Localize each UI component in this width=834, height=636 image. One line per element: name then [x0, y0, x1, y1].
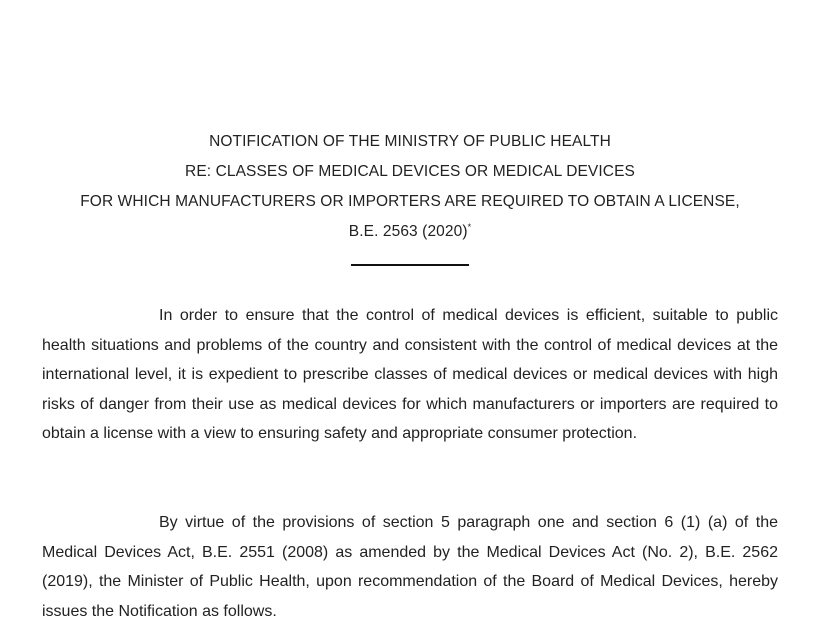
document-title — [0, 127, 820, 247]
preamble-paragraph: In order to ensure that the control of medical devices is efficient, suitable to public health situations and problems of the country and consistent with the control of medical devices at the international level, it is expedient to prescribe classes of medical devices or medical devices with high risks of danger from their use as medical devices for which manufacturers or importers are required to obtain a license with a view to ensuring safety and appropriate consumer protection. — [42, 307, 778, 443]
title-line-1: NOTIFICATION OF THE MINISTRY OF PUBLIC HEALTH — [209, 133, 611, 150]
title-year: B.E. 2563 (2020) — [348, 223, 468, 240]
title-line-2: RE: CLASSES OF MEDICAL DEVICES OR MEDICAL DEVICES — [185, 163, 635, 180]
title-divider — [351, 264, 469, 266]
title-line-3: FOR WHICH MANUFACTURERS OR IMPORTERS ARE REQUIRED TO OBTAIN A LICENSE, — [80, 193, 740, 210]
title-line-4 — [0, 217, 820, 247]
enactment-paragraph: By virtue of the provisions of section 5 paragraph one and section 6 (1) (a) of the Medical Devices Act, B.E. 2551 (2008) as amended by the Medical Devices Act (No. 2), B.E. 2562 (2019), the Minister of Public Health, upon recommendation of the Board of Medical Devices, hereby issues the Notification as follows. — [42, 514, 778, 620]
footnote-marker: * — [467, 221, 472, 232]
